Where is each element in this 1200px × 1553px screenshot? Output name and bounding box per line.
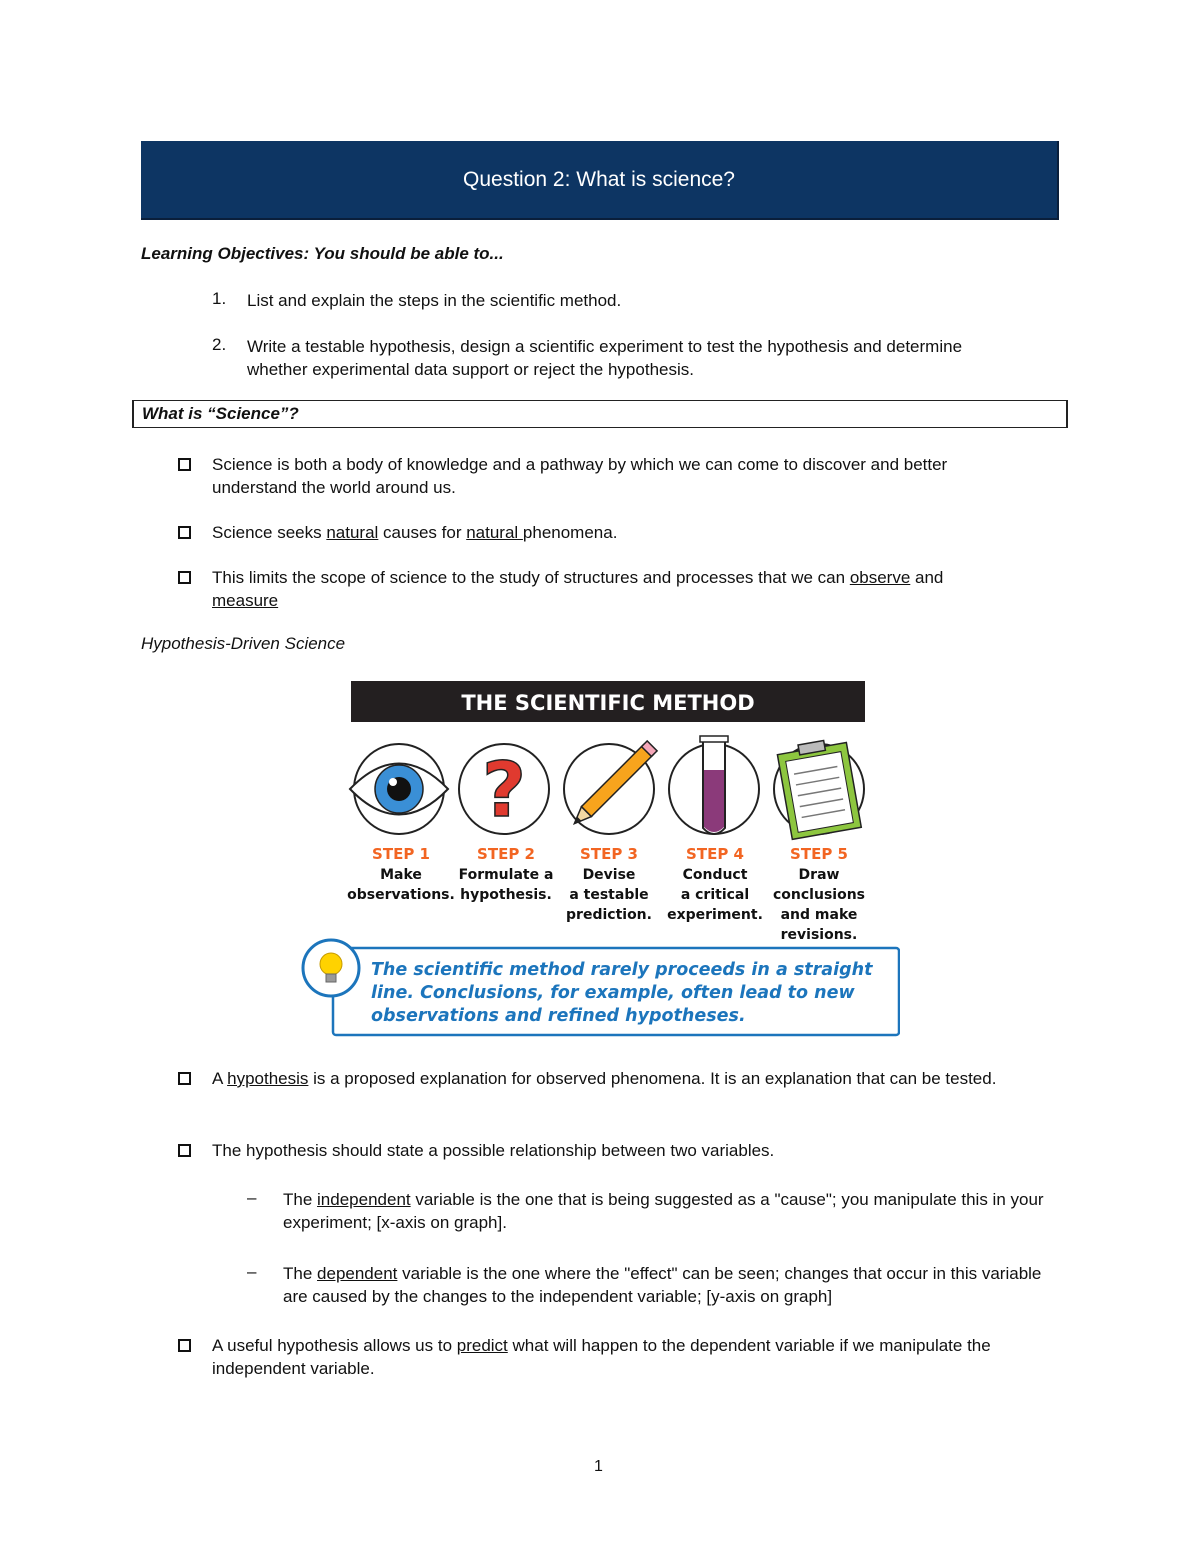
checkbox-bullet-icon <box>178 1339 191 1352</box>
bullet-text: A useful hypothesis allows us to predict what will happen to the dependent variable if we manipulate the independent variable. <box>212 1336 991 1378</box>
step-desc: a critical <box>680 887 750 903</box>
bullet-text: This limits the scope of science to the study of structures and processes that we can observe and measure <box>212 568 944 610</box>
checkbox-bullet-icon <box>178 458 191 471</box>
objective-text: Write a testable hypothesis, design a scientific experiment to test the hypothesis and determine whether experimental data support or reject the hypothesis. <box>247 337 963 379</box>
bullet-text: The hypothesis should state a possible relationship between two variables. <box>212 1141 775 1160</box>
step-desc: Devise <box>582 867 636 883</box>
step-desc: prediction. <box>566 907 652 923</box>
checkbox-bullet-icon <box>178 1144 191 1157</box>
objectives-heading: Learning Objectives: You should be able to... <box>141 244 504 263</box>
sub-bullet-text: The dependent variable is the one where the "effect" can be seen; changes that occur in this variable are caused by the changes to the independent variable; [y-axis on graph] <box>283 1264 1042 1306</box>
pencil-icon <box>564 741 657 834</box>
step-label: STEP 4 <box>686 845 744 863</box>
bullet-text: A hypothesis is a proposed explanation for observed phenomena. It is an explanation that can be tested. <box>212 1069 997 1088</box>
page-number: 1 <box>594 1458 603 1475</box>
test-tube-icon <box>669 736 759 834</box>
step-desc: hypothesis. <box>460 887 552 903</box>
step-desc: revisions. <box>780 927 858 943</box>
step-desc: Draw <box>798 867 840 883</box>
bullet-text: Science seeks natural causes for natural phenomena. <box>212 523 618 542</box>
step-label: STEP 3 <box>580 845 638 863</box>
subsection-label: Hypothesis-Driven Science <box>141 634 346 653</box>
step-label: STEP 2 <box>477 845 535 863</box>
eye-icon <box>350 744 448 834</box>
title-banner <box>141 141 1059 220</box>
question-mark-icon <box>459 744 549 834</box>
step-desc: conclusions <box>773 887 865 903</box>
step-desc: a testable <box>569 887 649 903</box>
objective-number: 2. <box>212 335 227 354</box>
step-desc: Conduct <box>682 867 748 883</box>
objective-number: 1. <box>212 289 227 308</box>
step-desc: Make <box>380 867 422 883</box>
svg-text:?: ? <box>481 745 527 834</box>
bullet-text: Science is both a body of knowledge and a pathway by which we can come to discover and better understand the world around us. <box>212 455 948 497</box>
note-text: observations and refined hypotheses. <box>371 1006 746 1026</box>
step-desc: Formulate a <box>458 867 554 883</box>
dash-bullet: – <box>247 1262 257 1281</box>
note-text: The scientific method rarely proceeds in a straight <box>371 960 873 980</box>
checkbox-bullet-icon <box>178 571 191 584</box>
checkbox-bullet-icon <box>178 1072 191 1085</box>
step-desc: observations. <box>347 887 455 903</box>
page-title: Question 2: What is science? <box>463 167 735 191</box>
note-text: line. Conclusions, for example, often lead to new <box>371 983 855 1003</box>
step-label: STEP 5 <box>790 845 848 863</box>
sub-bullet-text: The independent variable is the one that is being suggested as a "cause"; you manipulate this in your experiment; [x-axis on graph]. <box>283 1190 1044 1232</box>
step-desc: experiment. <box>667 907 763 923</box>
checkbox-bullet-icon <box>178 526 191 539</box>
section-heading: What is “Science”? <box>142 404 299 423</box>
objective-text: List and explain the steps in the scientific method. <box>247 291 622 310</box>
scientific-method-figure <box>300 678 900 1040</box>
figure-banner-title: THE SCIENTIFIC METHOD <box>461 691 755 715</box>
lightbulb-icon <box>303 940 359 996</box>
step-desc: and make <box>780 907 858 923</box>
step-label: STEP 1 <box>372 845 430 863</box>
clipboard-icon <box>774 737 864 840</box>
dash-bullet: – <box>247 1188 257 1207</box>
